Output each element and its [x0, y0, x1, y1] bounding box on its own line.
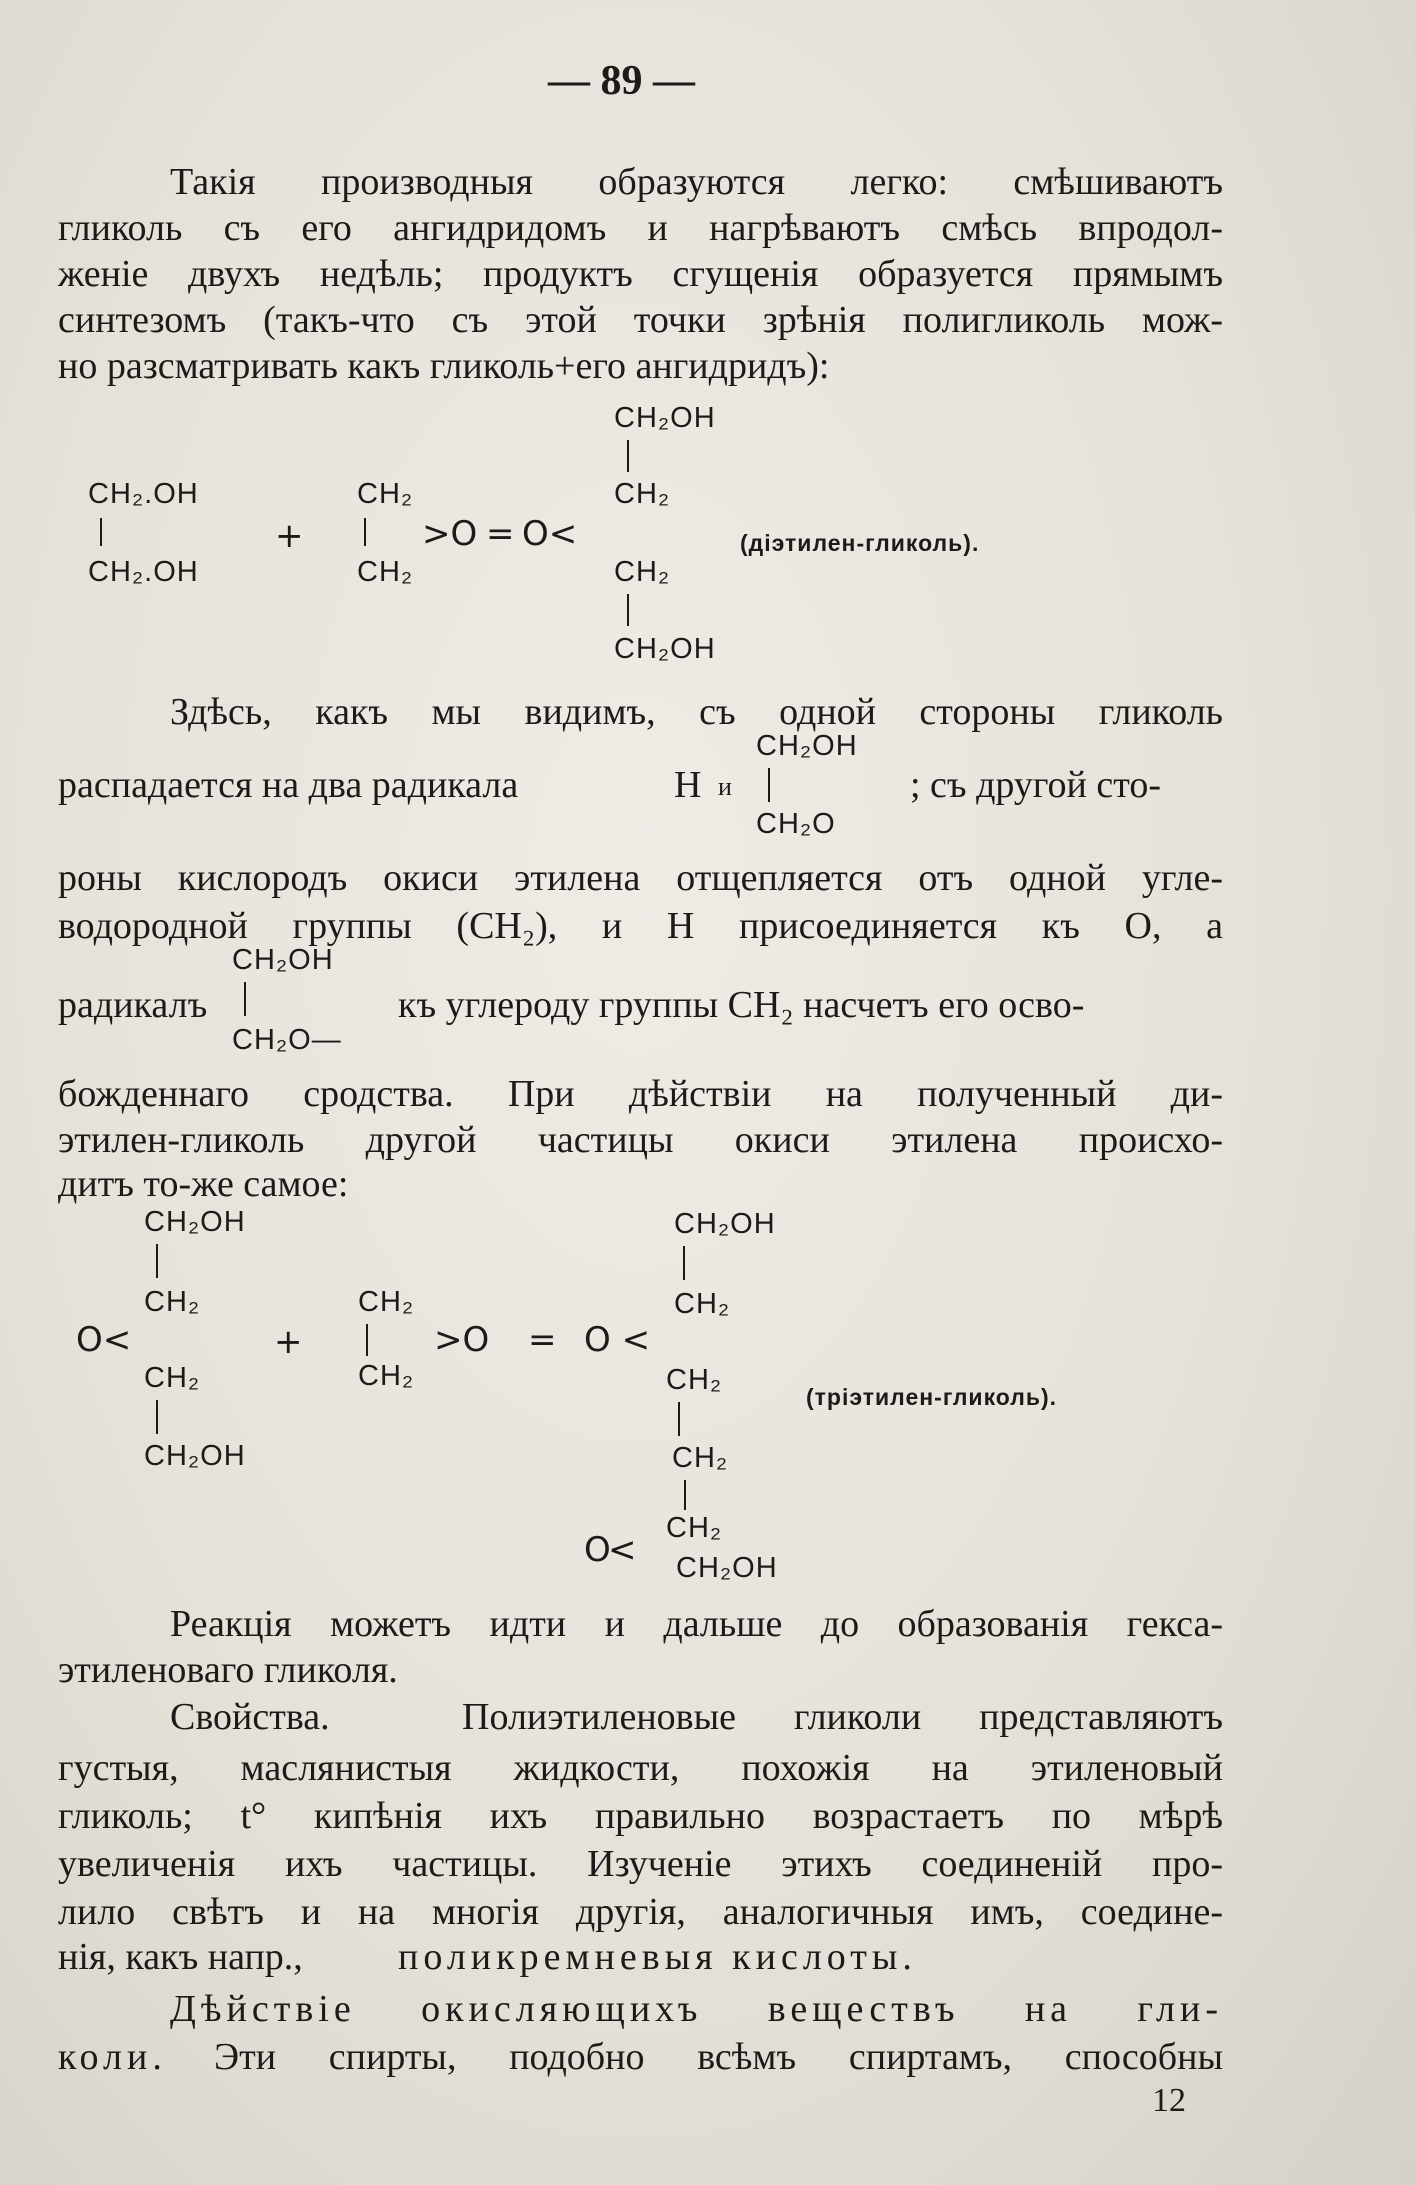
radical-bottom: CH₂O: [756, 808, 836, 840]
bond-line: [627, 594, 629, 626]
oxide-bottom: CH₂: [358, 1360, 415, 1392]
chain-atom: CH₂: [144, 1362, 201, 1394]
text-fragment: радикалъ: [58, 984, 208, 1026]
chain-atom: CH₂: [614, 478, 671, 510]
bond-line: [678, 1402, 680, 1436]
chain-atom: CH₂: [674, 1288, 731, 1320]
equals-sign: =: [528, 1320, 557, 1360]
chain-atom: CH₂OH: [144, 1440, 246, 1472]
radical-bottom: CH₂O—: [232, 1024, 342, 1056]
text-line: но разсматривать какъ гликоль+его ангидридъ):: [58, 345, 830, 387]
text-line: дитъ то-же самое:: [58, 1163, 349, 1205]
text-line: синтезомъ (такъ-что съ этой точки зрѣнія полигликоль мож-: [58, 299, 1223, 341]
text-line: гликоль съ его ангидридомъ и нагрѣваютъ смѣсь впродол-: [58, 207, 1223, 249]
chain-atom: CH₂: [666, 1364, 723, 1396]
text-line: лило свѣтъ и на многія другія, аналогичныя имъ, соедине-: [58, 1891, 1223, 1933]
text-line: Здѣсь, какъ мы видимъ, съ одной стороны гликоль: [170, 691, 1223, 733]
ring-oxygen: O: [584, 1530, 611, 1570]
bond-line: [244, 982, 246, 1016]
plus-sign: +: [275, 516, 304, 556]
text-line: этиленоваго гликоля.: [58, 1649, 398, 1691]
chain-atom: CH₂OH: [144, 1206, 246, 1238]
formula-caption: (діэтилен-гликоль).: [740, 530, 980, 556]
text-fragment: Эти спирты, подобно всѣмъ спиртамъ, способны: [214, 2036, 1223, 2078]
chain-atom: CH₂: [666, 1512, 723, 1544]
text-fragment: нія, какъ напр.,: [58, 1936, 303, 1978]
oxide-bottom: CH₂: [357, 556, 414, 588]
spaced-term: коли.: [58, 2036, 167, 2078]
text-line: увеличенія ихъ частицы. Изученіе этихъ соединеній про-: [58, 1843, 1223, 1885]
glycol-bottom: CH₂.OH: [88, 556, 199, 588]
radical-top: CH₂OH: [232, 944, 334, 976]
chain-atom: CH₂: [672, 1442, 729, 1474]
chain-atom: CH₂OH: [614, 402, 716, 434]
glycol-top: CH₂.OH: [88, 478, 199, 510]
ring-oxygen: O<: [76, 1320, 132, 1360]
chain-atom: CH₂OH: [614, 633, 716, 665]
equals-sign: =: [486, 514, 515, 554]
bond-line: [156, 1244, 158, 1278]
bracket: <: [608, 1530, 637, 1570]
chain-atom: CH₂OH: [676, 1552, 778, 1584]
oxide-top: CH₂: [357, 478, 414, 510]
text-line: Такія производныя образуются легко: смѣшиваютъ: [170, 161, 1223, 203]
chain-atom: CH₂OH: [674, 1208, 776, 1240]
text-line: этилен-гликоль другой частицы окиси этилена происхо-: [58, 1119, 1223, 1161]
text-line: Реакція можетъ идти и дальше до образованія гекса-: [170, 1603, 1223, 1645]
text-line: гликоль; t° кипѣнія ихъ правильно возрастаетъ по мѣрѣ: [58, 1795, 1223, 1837]
bond-line: [366, 1324, 368, 1356]
plus-sign: +: [274, 1322, 303, 1362]
product-oxygen: O <: [584, 1320, 651, 1360]
spaced-term: поликремневыя кислоты.: [398, 1936, 917, 1978]
product-oxygen: O<: [522, 514, 578, 554]
text-fragment: къ углероду группы CH₂ насчетъ его осво-: [398, 984, 1085, 1026]
text-line: роны кислородъ окиси этилена отщепляется отъ одной угле-: [58, 857, 1223, 899]
bond-line: [156, 1400, 158, 1434]
ether-bond: >O: [434, 1320, 490, 1360]
chain-atom: CH₂: [614, 556, 671, 588]
bond-line: [684, 1480, 686, 1510]
bond-line: [768, 768, 770, 802]
section-heading: Свойства.: [170, 1696, 330, 1738]
ether-bond: >O: [422, 514, 478, 554]
bond-line: [683, 1246, 685, 1280]
text-line: водородной группы (CH₂), и H присоединяется къ O, а: [58, 905, 1223, 947]
text-fragment: Полиэтиленовые гликоли представляютъ: [462, 1696, 1223, 1738]
bond-line: [627, 440, 629, 472]
oxide-top: CH₂: [358, 1286, 415, 1318]
text-line: божденнаго сродства. При дѣйствіи на полученный ди-: [58, 1073, 1223, 1115]
text-fragment: ; съ другой сто-: [910, 764, 1162, 806]
chain-atom: CH₂: [144, 1286, 201, 1318]
text-line: женіе двухъ недѣль; продуктъ сгущенія образуется прямымъ: [58, 253, 1223, 295]
page-number: — 89 —: [548, 58, 695, 104]
section-heading: Дѣйствіе окисляющихъ веществъ на гли-: [170, 1988, 1223, 2030]
formula-caption: (тріэтилен-гликоль).: [806, 1384, 1058, 1410]
text-line: густыя, маслянистыя жидкости, похожія на этиленовый: [58, 1747, 1223, 1789]
bond-line: [364, 518, 366, 546]
bond-line: [100, 518, 102, 546]
text-fragment: распадается на два радикала: [58, 764, 519, 806]
text-fragment: и: [718, 772, 732, 801]
radical-top: CH₂OH: [756, 730, 858, 762]
signature-mark: 12: [1152, 2082, 1186, 2119]
hydrogen-symbol: H: [674, 764, 702, 806]
